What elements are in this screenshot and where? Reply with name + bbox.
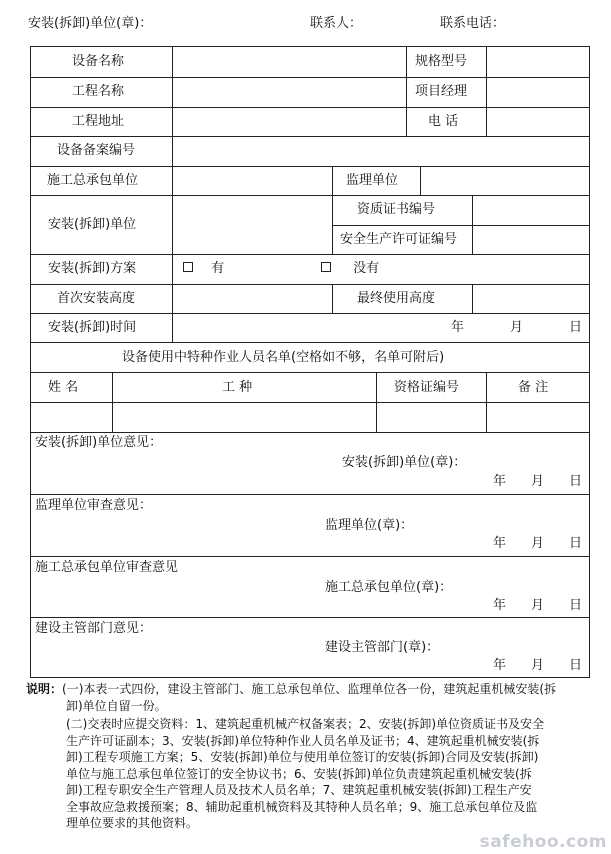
opinion-day: 日 — [569, 474, 583, 489]
column-certificate-number: 资格证编号 — [394, 380, 460, 395]
opinion-day: 日 — [569, 536, 583, 551]
plan-no-label: 没有 — [353, 261, 380, 276]
install-unit-seal-label: 安装(拆卸)单位(章)： — [28, 16, 153, 31]
install-time-label: 安装(拆卸)时间 — [48, 320, 137, 335]
authority-opinion-label: 建设主管部门意见： — [35, 621, 153, 636]
project-name-label: 工程名称 — [72, 84, 125, 99]
checkbox-icon[interactable] — [183, 262, 193, 272]
equipment-name-label: 设备名称 — [72, 54, 125, 69]
notes-section — [26, 681, 606, 832]
model-spec-label: 规格型号 — [415, 54, 468, 69]
opinion-month: 月 — [531, 536, 545, 551]
final-height-label: 最终使用高度 — [357, 291, 436, 306]
opinion-month: 月 — [531, 658, 545, 673]
install-unit-opinion-label: 安装(拆卸)单位意见： — [35, 435, 163, 450]
time-year-label: 年 — [451, 320, 465, 335]
personnel-list-title: 设备使用中特种作业人员名单(空格如不够，名单可附后) — [122, 350, 445, 365]
contact-person-label: 联系人： — [310, 16, 363, 31]
install-unit-label: 安装(拆卸)单位 — [48, 217, 137, 232]
note-2-line-f: 全事故应急救援预案；8、辅助起重机械资料及其特种人员名单；9、施工总承包单位及监 — [66, 799, 538, 814]
time-month-label: 月 — [510, 320, 524, 335]
opinion-year: 年 — [493, 536, 507, 551]
watermark: safehoo.com — [479, 832, 607, 852]
opinion-month: 月 — [531, 474, 545, 489]
safety-license-label: 安全生产许可证编号 — [340, 232, 458, 247]
note-2-line-a: (二)交表时应提交资料：1、建筑起重机械产权备案表；2、安装(拆卸)单位资质证书及安全 — [66, 717, 544, 731]
contact-phone-label: 联系电话： — [440, 16, 506, 31]
supervision-seal: 监理单位(章)： — [325, 518, 414, 533]
general-contractor-seal: 施工总承包单位(章)： — [325, 580, 453, 595]
plan-yes-option[interactable] — [183, 261, 224, 277]
note-2-line-g: 理单位要求的其他资料。 — [66, 816, 199, 830]
column-job-type: 工 种 — [222, 380, 253, 395]
supervision-unit-label: 监理单位 — [346, 173, 399, 188]
supervision-opinion-label: 监理单位审查意见： — [35, 498, 153, 513]
opinion-day: 日 — [569, 598, 583, 613]
equipment-filing-number-label: 设备备案编号 — [57, 143, 136, 158]
general-contractor-opinion-label: 施工总承包单位审查意见 — [35, 560, 179, 575]
opinion-year: 年 — [493, 658, 507, 673]
note-2-line-e: 卸)工程专职安全生产管理人员及技术人员名单；7、建筑起重机械安装(拆卸)工程生产安 — [66, 783, 532, 797]
note-1-line-b: 卸)单位自留一份。 — [66, 698, 167, 713]
time-day-label: 日 — [569, 320, 583, 335]
note-1-line-a: (一)本表一式四份，建设主管部门、施工总承包单位、监理单位各一份，建筑起重机械安装(拆 — [62, 682, 557, 696]
checkbox-icon[interactable] — [321, 262, 331, 272]
opinion-year: 年 — [493, 474, 507, 489]
opinion-year: 年 — [493, 598, 507, 613]
note-2-line-c: 卸)工程专项施工方案；5、安装(拆卸)单位与使用单位签订的安装(拆卸)合同及安装(拆卸) — [66, 750, 539, 764]
qualification-cert-label: 资质证书编号 — [357, 202, 436, 217]
notes-label: 说明： — [26, 682, 63, 696]
install-unit-seal: 安装(拆卸)单位(章)： — [342, 455, 467, 470]
column-remarks: 备 注 — [518, 380, 549, 395]
opinion-month: 月 — [531, 598, 545, 613]
plan-yes-label: 有 — [211, 261, 225, 276]
general-contractor-label: 施工总承包单位 — [47, 173, 139, 188]
initial-height-label: 首次安装高度 — [57, 291, 136, 306]
install-plan-label: 安装(拆卸)方案 — [48, 261, 137, 276]
note-2-line-d: 单位与施工总承包单位签订的安全协议书；6、安装(拆卸)单位负责建筑起重机械安装(拆 — [66, 766, 532, 781]
column-name: 姓 名 — [48, 380, 79, 395]
phone-label: 电 话 — [428, 114, 459, 129]
opinion-day: 日 — [569, 658, 583, 673]
plan-no-option[interactable] — [321, 261, 379, 277]
authority-seal: 建设主管部门(章)： — [325, 640, 440, 655]
project-manager-label: 项目经理 — [415, 84, 468, 99]
note-2-line-b: 生产许可证副本；3、安装(拆卸)单位特种作业人员名单及证书；4、建筑起重机械安装(拆 — [66, 733, 540, 748]
project-address-label: 工程地址 — [72, 114, 125, 129]
